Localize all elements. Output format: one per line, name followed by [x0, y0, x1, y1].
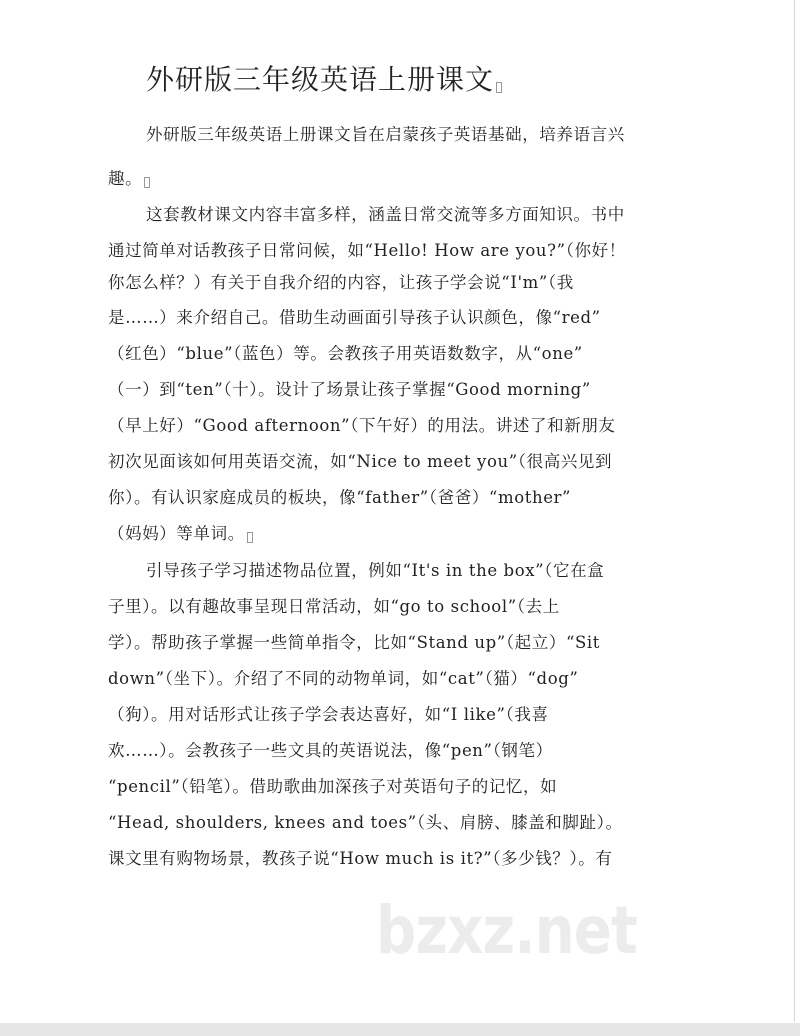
text-line: [108, 523, 674, 545]
line-text: 子里）。以有趣故事呈现日常活动，如“go to school”（去上: [108, 597, 560, 616]
line-text: 欢……）。会教孩子一些文具的英语说法，像“pen”（钢笔）: [108, 741, 553, 760]
text-line: [108, 379, 674, 401]
text-line: [108, 487, 674, 509]
line-text: 趣。: [108, 169, 143, 188]
text-line: [108, 812, 674, 834]
page-bottom-edge: [0, 1023, 800, 1036]
text-line: [108, 240, 674, 262]
line-text: “pencil”（铅笔）。借助歌曲加深孩子对英语句子的记忆，如: [108, 777, 558, 796]
text-line: [108, 596, 674, 618]
line-text: 是……）来介绍自己。借助生动画面引导孩子认识颜色，像“red”: [108, 308, 601, 327]
document-title: [146, 58, 502, 98]
text-line: [108, 776, 674, 798]
line-text: 课文里有购物场景，教孩子说“How much is it?”（多少钱？）。有: [108, 849, 613, 868]
text-line: [108, 343, 674, 365]
line-text: 这套教材课文内容丰富多样，涵盖日常交流等多方面知识。书中: [146, 205, 625, 224]
line-text: 引导孩子学习描述物品位置，例如“It's in the box”（它在盒: [146, 561, 605, 580]
line-text: （早上好）“Good afternoon”（下午好）的用法。讲述了和新朋友: [108, 416, 616, 435]
line-text: “Head, shoulders, knees and toes”（头、肩膀、膝盖和脚趾）。: [108, 813, 623, 832]
line-text: （一）到“ten”（十）。设计了场景让孩子掌握“Good morning”: [108, 380, 591, 399]
line-text: （红色）“blue”（蓝色）等。会教孩子用英语数数字，从“one”: [108, 344, 583, 363]
text-line: [108, 668, 674, 690]
line-text: 初次见面该如何用英语交流，如“Nice to meet you”（很高兴见到: [108, 452, 613, 471]
text-line: [108, 740, 674, 762]
text-line: [108, 415, 674, 437]
watermark-logo: bzxz.net: [376, 892, 637, 969]
line-text: （狗）。用对话形式让孩子学会表达喜好，如“I like”（我喜: [108, 705, 549, 724]
text-line: [108, 168, 674, 190]
line-text: 通过简单对话教孩子日常问候，如“Hello! How are you?”（你好！: [108, 241, 626, 260]
line-text: down”（坐下）。介绍了不同的动物单词，如“cat”（猫）“dog”: [108, 669, 579, 688]
text-line: [108, 848, 674, 870]
line-text: （妈妈）等单词。: [108, 524, 245, 543]
text-line: [146, 560, 674, 582]
text-line: [146, 204, 674, 226]
text-line: [146, 124, 674, 146]
text-line: [108, 632, 674, 654]
paragraph-mark-icon: [247, 532, 253, 543]
text-line: [108, 704, 674, 726]
line-text: 外研版三年级英语上册课文旨在启蒙孩子英语基础，培养语言兴: [146, 125, 625, 144]
text-line: [108, 451, 674, 473]
line-text: 你怎么样？）有关于自我介绍的内容，让孩子学会说“I'm”（我: [108, 273, 574, 292]
title-text: 外研版三年级英语上册课文: [146, 63, 495, 96]
text-line: [108, 307, 674, 329]
line-text: 学）。帮助孩子掌握一些简单指令，比如“Stand up”（起立）“Sit: [108, 633, 601, 652]
text-line: [108, 272, 674, 294]
paragraph-mark-icon: [144, 177, 150, 188]
paragraph-mark-icon: [496, 82, 502, 93]
line-text: 你）。有认识家庭成员的板块，像“father”（爸爸）“mother”: [108, 488, 572, 507]
